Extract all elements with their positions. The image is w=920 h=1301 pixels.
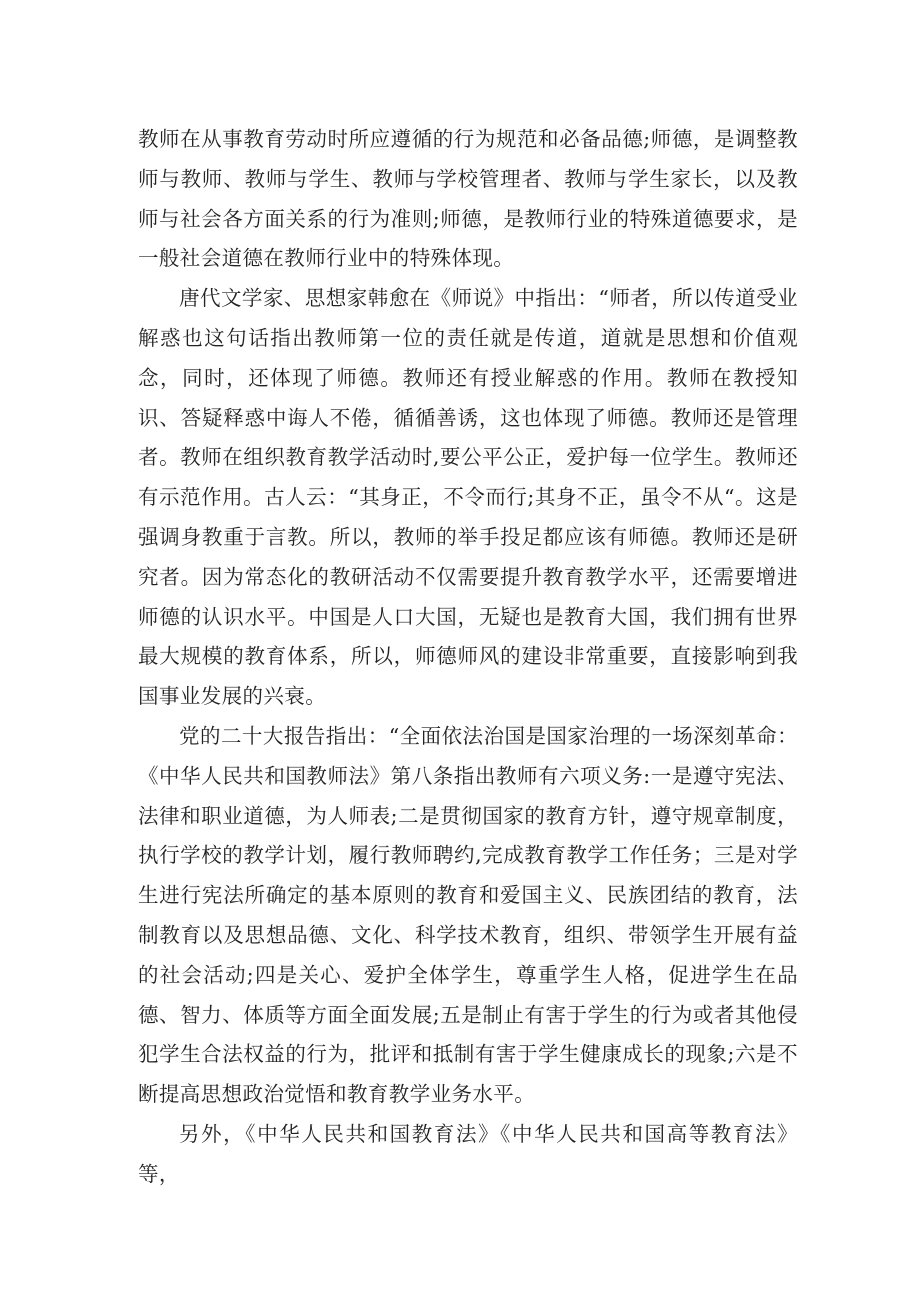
- paragraph-other-laws: 另外，《中华人民共和国教育法》《中华人民共和国高等教育法》等，: [138, 1121, 798, 1186]
- document-body: [138, 120, 798, 1195]
- paragraph-han-yu: 唐代文学家、思想家韩愈在《师说》中指出：“师者，所以传道受业解惑也这句话指出教师第一位的责任就是传道，道就是思想和价值观念，同时，还体现了师德。教师还有授业解惑的作用。教师在教授知识、答疑释惑中诲人不倦，循循善诱，这也体现了师德。教师还是管理者。教师在组织教育教学活动时,要公平公正，爱护每一位学生。教师还有示范作用。古人云：“其身正，不令而行;其身不正，虽令不从“。这是强调身教重于言教。所以，教师的举手投足都应该有师德。教师还是研究者。因为常态化的教研活动不仅需要提升教育教学水平，还需要增进师德的认识水平。中国是人口大国，无疑也是教育大国，我们拥有世界最大规模的教育体系，所以，师德师风的建设非常重要，直接影响到我国事业发展的兴衰。: [138, 286, 798, 709]
- paragraph-continued: 教师在从事教育劳动时所应遵循的行为规范和必备品德;师德，是调整教师与教师、教师与学生、教师与学校管理者、教师与学生家长，以及教师与社会各方面关系的行为准则;师德，是教师行业的特殊道德要求，是一般社会道德在教师行业中的特殊体现。: [138, 127, 798, 271]
- paragraph-teacher-law: 党的二十大报告指出：“全面依法治国是国家治理的一场深刻革命：《中华人民共和国教师法》第八条指出教师有六项义务:一是遵守宪法、法律和职业道德，为人师表;二是贯彻国家的教育方针，遵守规章制度，执行学校的教学计划，履行教师聘约,完成教育教学工作任务；三是对学生进行宪法所确定的基本原则的教育和爱国主义、民族团结的教育，法制教育以及思想品德、文化、科学技术教育，组织、带领学生开展有益的社会活动;四是关心、爱护全体学生，尊重学生人格，促进学生在品德、智力、体质等方面全面发展;五是制止有害于学生的行为或者其他侵犯学生合法权益的行为，批评和抵制有害于学生健康成长的现象;六是不断提高思想政治觉悟和教育教学业务水平。: [138, 723, 798, 1107]
